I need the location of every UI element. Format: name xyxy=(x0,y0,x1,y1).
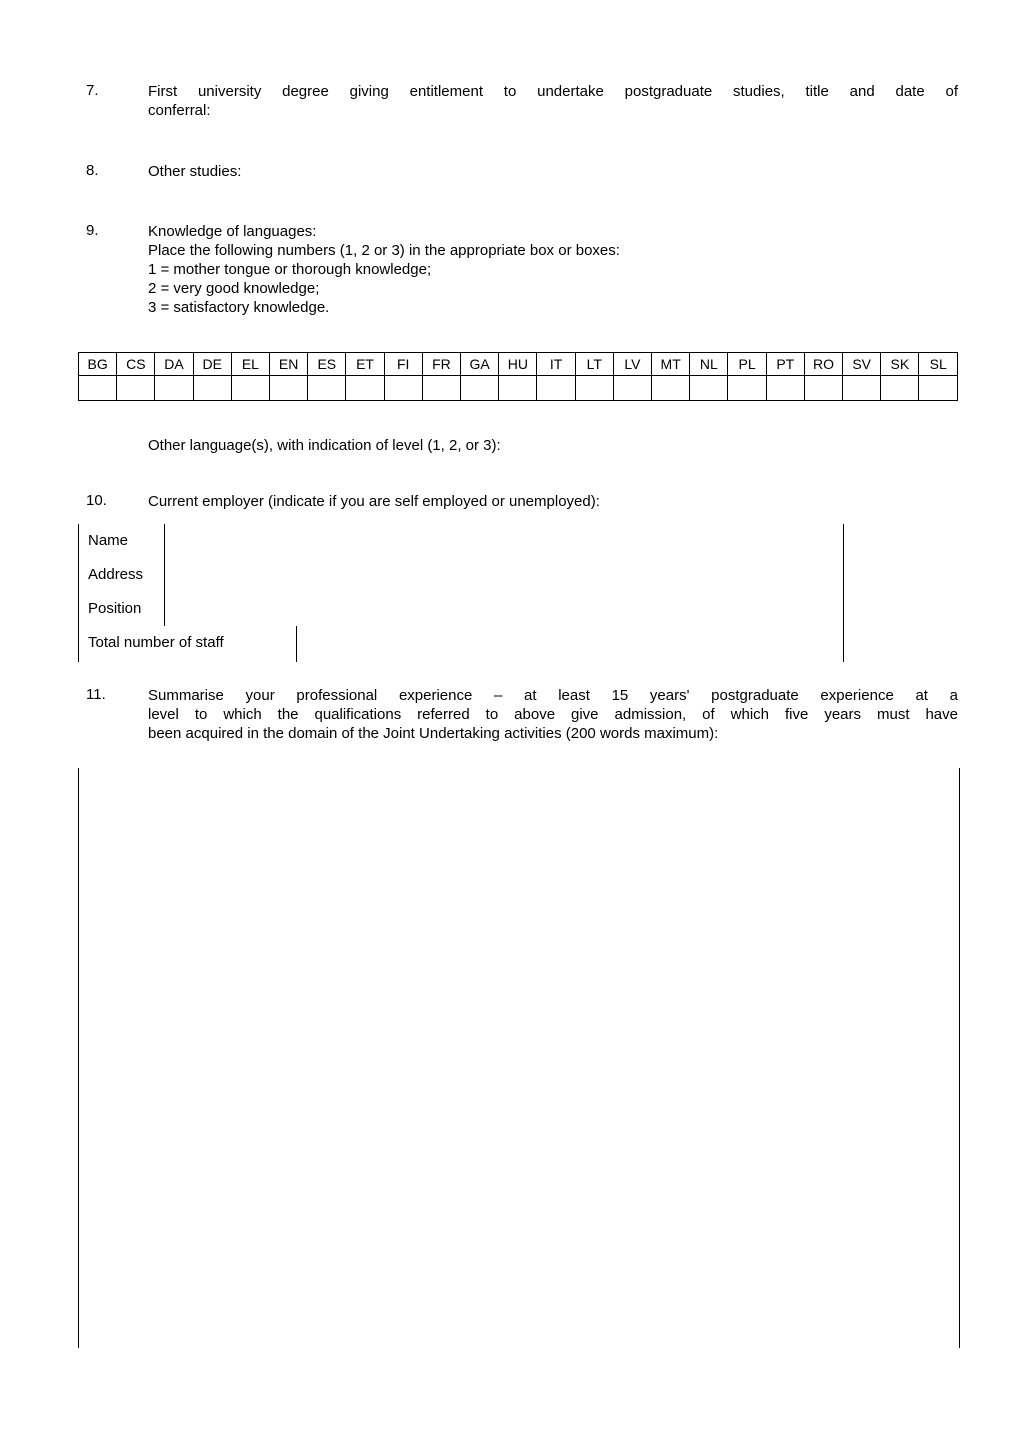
lang-level-input[interactable] xyxy=(575,376,613,401)
lang-level-input[interactable] xyxy=(422,376,460,401)
lang-level-input[interactable] xyxy=(766,376,804,401)
lang-level-input[interactable] xyxy=(308,376,346,401)
question-9 xyxy=(86,222,958,317)
lang-code-es: ES xyxy=(308,353,346,376)
employer-address-input[interactable] xyxy=(165,558,844,592)
question-9-instruction: Place the following numbers (1, 2 or 3) in the appropriate box or boxes: xyxy=(148,242,620,259)
employer-name-label: Name xyxy=(88,532,129,549)
question-number: 8. xyxy=(86,162,99,179)
question-9-title: Knowledge of languages: xyxy=(148,223,317,240)
lang-code-sv: SV xyxy=(843,353,881,376)
question-10 xyxy=(86,492,958,511)
employer-address-row xyxy=(78,558,844,592)
lang-code-mt: MT xyxy=(652,353,690,376)
level-2-legend: 2 = very good knowledge; xyxy=(148,280,320,297)
language-levels-row xyxy=(79,376,958,401)
lang-level-input[interactable] xyxy=(690,376,728,401)
question-number: 9. xyxy=(86,222,99,239)
lang-code-de: DE xyxy=(193,353,231,376)
lang-code-sl: SL xyxy=(919,353,958,376)
language-codes-row xyxy=(79,353,958,376)
lang-level-input[interactable] xyxy=(270,376,308,401)
lang-code-it: IT xyxy=(537,353,575,376)
lang-level-input[interactable] xyxy=(193,376,231,401)
question-number: 7. xyxy=(86,82,99,99)
employer-name-input[interactable] xyxy=(165,524,844,558)
lang-level-input[interactable] xyxy=(384,376,422,401)
question-11 xyxy=(86,686,958,743)
lang-code-et: ET xyxy=(346,353,384,376)
employer-position-row xyxy=(78,592,844,626)
lang-code-en: EN xyxy=(270,353,308,376)
question-8 xyxy=(86,162,958,181)
employer-position-input[interactable] xyxy=(165,592,844,626)
lang-code-ro: RO xyxy=(804,353,842,376)
question-number: 10. xyxy=(86,492,107,509)
question-8-text: Other studies: xyxy=(148,163,242,180)
lang-level-input[interactable] xyxy=(613,376,651,401)
question-10-text: Current employer (indicate if you are self employed or unemployed): xyxy=(148,493,600,510)
lang-level-input[interactable] xyxy=(155,376,193,401)
question-7-text-line1: First university degree giving entitlement to undertake postgraduate studies, title and date of xyxy=(148,83,958,100)
lang-code-nl: NL xyxy=(690,353,728,376)
languages-table xyxy=(78,352,958,401)
employer-address-label: Address xyxy=(88,566,144,583)
question-number: 11. xyxy=(86,686,106,703)
lang-code-lv: LV xyxy=(613,353,651,376)
experience-summary-input[interactable] xyxy=(78,768,960,1348)
lang-code-fr: FR xyxy=(422,353,460,376)
lang-level-input[interactable] xyxy=(843,376,881,401)
lang-level-input[interactable] xyxy=(537,376,575,401)
lang-code-pt: PT xyxy=(766,353,804,376)
lang-code-fi: FI xyxy=(384,353,422,376)
employer-form xyxy=(78,524,844,662)
lang-level-input[interactable] xyxy=(346,376,384,401)
lang-code-cs: CS xyxy=(117,353,155,376)
lang-code-pl: PL xyxy=(728,353,766,376)
employer-position-label: Position xyxy=(88,600,142,617)
lang-code-bg: BG xyxy=(79,353,117,376)
other-languages xyxy=(86,436,958,455)
other-languages-label: Other language(s), with indication of level (1, 2, or 3): xyxy=(148,437,501,454)
question-7-text-line2: conferral: xyxy=(148,102,211,119)
lang-code-el: EL xyxy=(231,353,269,376)
lang-code-sk: SK xyxy=(881,353,919,376)
lang-level-input[interactable] xyxy=(117,376,155,401)
lang-code-da: DA xyxy=(155,353,193,376)
lang-level-input[interactable] xyxy=(231,376,269,401)
question-11-text-line3: been acquired in the domain of the Joint Undertaking activities (200 words maximum): xyxy=(148,725,719,742)
lang-level-input[interactable] xyxy=(499,376,537,401)
lang-level-input[interactable] xyxy=(79,376,117,401)
employer-staff-row xyxy=(78,626,844,662)
lang-level-input[interactable] xyxy=(804,376,842,401)
lang-level-input[interactable] xyxy=(728,376,766,401)
employer-staff-input[interactable] xyxy=(297,626,844,662)
level-1-legend: 1 = mother tongue or thorough knowledge; xyxy=(148,261,432,278)
employer-staff-label: Total number of staff xyxy=(88,634,224,651)
lang-level-input[interactable] xyxy=(919,376,958,401)
lang-level-input[interactable] xyxy=(652,376,690,401)
lang-code-lt: LT xyxy=(575,353,613,376)
lang-level-input[interactable] xyxy=(881,376,919,401)
employer-name-row xyxy=(78,524,844,558)
question-11-text-line1: Summarise your professional experience – at least 15 years' postgraduate experience at a xyxy=(148,687,958,704)
lang-code-ga: GA xyxy=(461,353,499,376)
lang-code-hu: HU xyxy=(499,353,537,376)
lang-level-input[interactable] xyxy=(461,376,499,401)
question-11-text-line2: level to which the qualifications referred to above give admission, of which five years must have xyxy=(148,706,958,723)
level-3-legend: 3 = satisfactory knowledge. xyxy=(148,299,330,316)
question-7 xyxy=(86,82,958,120)
